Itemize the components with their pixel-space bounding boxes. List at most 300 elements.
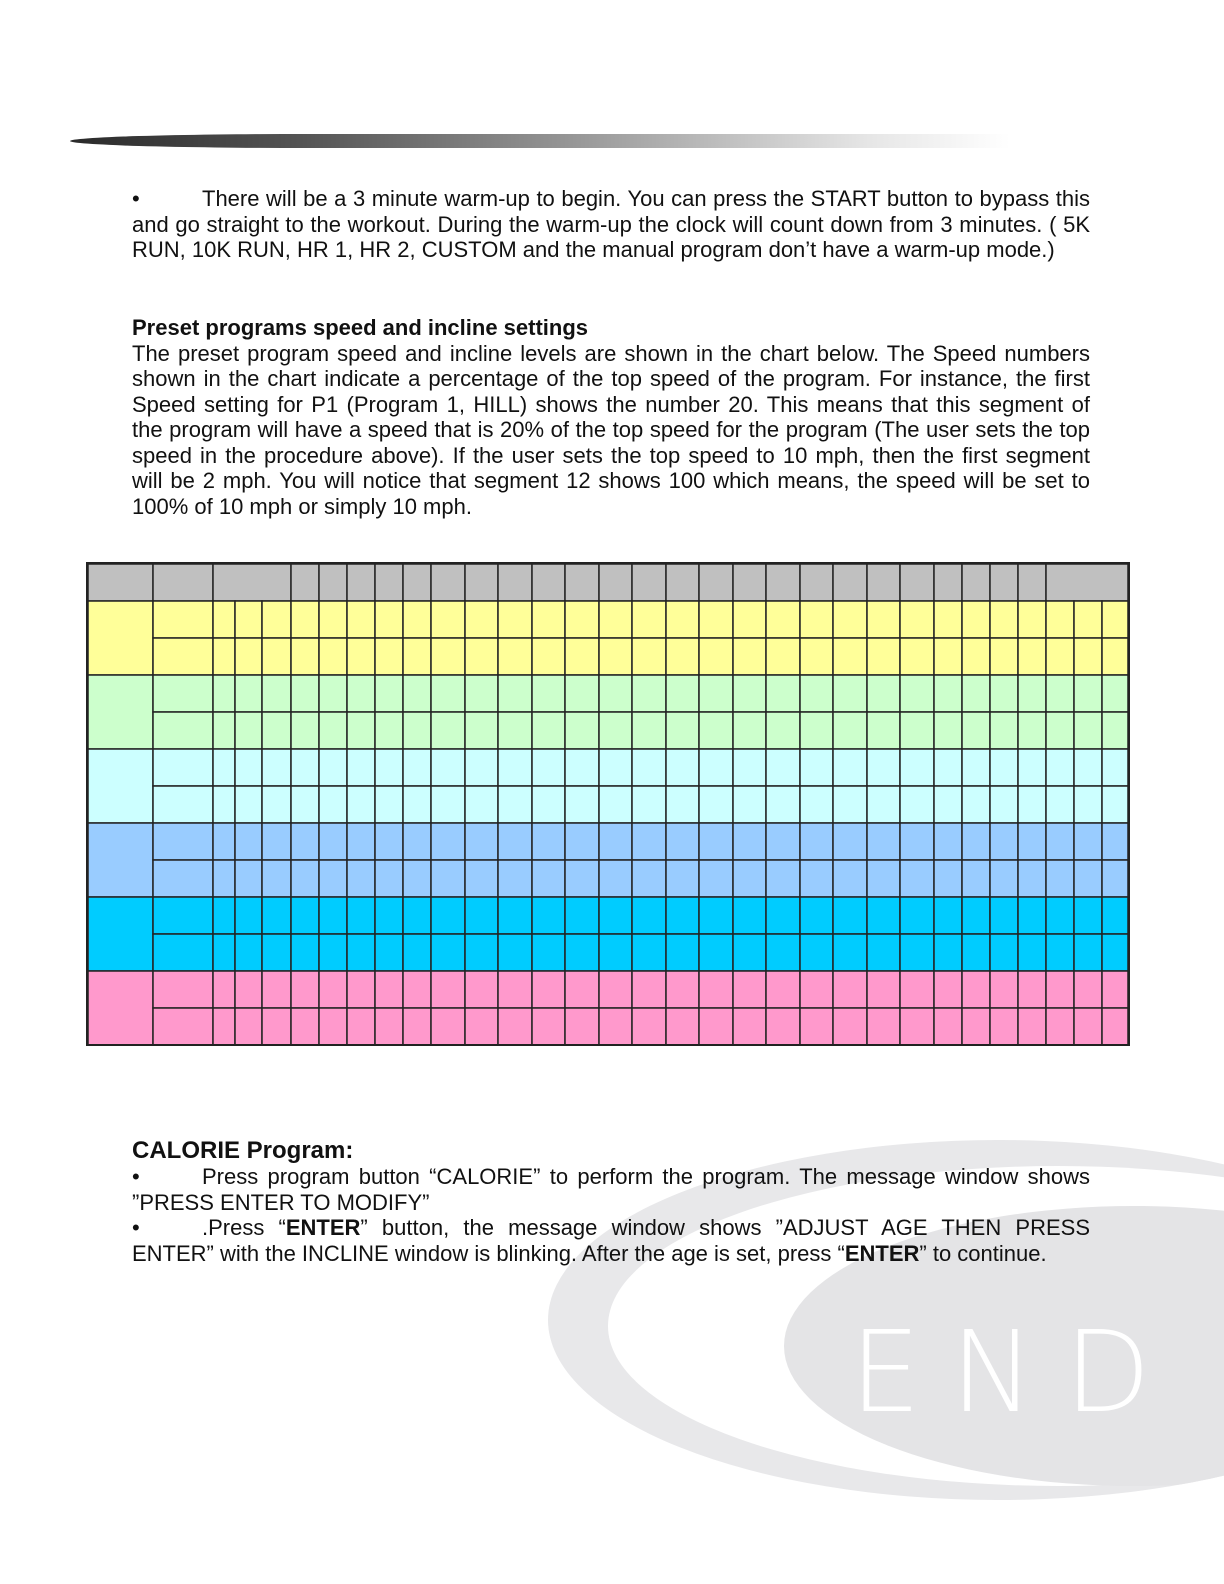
preset-section xyxy=(132,315,1090,519)
chart-cell xyxy=(1102,1008,1128,1044)
chart-grid xyxy=(88,564,1128,1044)
chart-cell xyxy=(766,971,800,1008)
chart-cell xyxy=(666,823,699,860)
chart-cell xyxy=(599,749,632,786)
chart-cell xyxy=(153,860,213,897)
chart-cell xyxy=(235,712,262,749)
chart-cell xyxy=(1018,934,1046,971)
chart-cell xyxy=(153,712,213,749)
chart-cell xyxy=(934,934,962,971)
chart-cell xyxy=(800,971,833,1008)
chart-cell xyxy=(599,601,632,638)
chart-cell xyxy=(1102,823,1128,860)
chart-cell xyxy=(800,638,833,675)
chart-cell xyxy=(153,786,213,823)
chart-cell xyxy=(934,601,962,638)
chart-header-cell xyxy=(153,564,213,601)
chart-cell xyxy=(1046,675,1074,712)
chart-cell xyxy=(431,971,465,1008)
chart-cell xyxy=(1102,860,1128,897)
chart-cell xyxy=(733,712,766,749)
chart-cell xyxy=(934,897,962,934)
chart-cell xyxy=(1018,786,1046,823)
chart-cell xyxy=(465,971,498,1008)
chart-cell xyxy=(1102,749,1128,786)
chart-cell xyxy=(934,786,962,823)
chart-cell xyxy=(666,638,699,675)
calorie-heading: CALORIE Program: xyxy=(132,1137,354,1164)
chart-cell xyxy=(532,1008,565,1044)
chart-cell xyxy=(498,786,532,823)
chart-cell xyxy=(403,823,431,860)
chart-cell xyxy=(666,1008,699,1044)
chart-cell xyxy=(1074,860,1102,897)
chart-cell xyxy=(375,675,403,712)
chart-header-cell xyxy=(934,564,962,601)
chart-header-cell xyxy=(347,564,375,601)
chart-header-cell xyxy=(900,564,934,601)
chart-cell xyxy=(632,823,666,860)
chart-cell xyxy=(319,786,347,823)
chart-cell xyxy=(431,1008,465,1044)
chart-cell xyxy=(1074,897,1102,934)
chart-cell xyxy=(733,823,766,860)
chart-cell xyxy=(666,934,699,971)
chart-cell xyxy=(833,860,867,897)
chart-cell xyxy=(833,638,867,675)
chart-cell xyxy=(1074,675,1102,712)
chart-cell xyxy=(347,971,375,1008)
calorie-step-1 xyxy=(132,1164,1090,1215)
chart-cell xyxy=(632,934,666,971)
chart-cell xyxy=(347,712,375,749)
chart-cell xyxy=(934,1008,962,1044)
enter-keyword: ENTER xyxy=(285,1215,361,1240)
chart-cell xyxy=(699,601,733,638)
chart-cell xyxy=(319,712,347,749)
chart-cell xyxy=(900,860,934,897)
chart-cell xyxy=(699,749,733,786)
chart-cell xyxy=(375,934,403,971)
chart-cell xyxy=(431,897,465,934)
chart-cell xyxy=(403,601,431,638)
chart-cell xyxy=(465,823,498,860)
chart-cell xyxy=(291,823,319,860)
chart-cell xyxy=(599,897,632,934)
chart-cell xyxy=(800,860,833,897)
chart-cell xyxy=(766,601,800,638)
chart-cell xyxy=(962,601,990,638)
chart-cell xyxy=(1046,1008,1074,1044)
chart-cell xyxy=(699,712,733,749)
chart-cell xyxy=(934,638,962,675)
chart-cell xyxy=(599,860,632,897)
chart-cell xyxy=(465,1008,498,1044)
chart-header-cell xyxy=(962,564,990,601)
chart-cell xyxy=(262,897,291,934)
chart-cell xyxy=(1074,971,1102,1008)
chart-cell xyxy=(1074,638,1102,675)
chart-cell xyxy=(962,1008,990,1044)
chart-cell xyxy=(833,1008,867,1044)
chart-cell xyxy=(833,601,867,638)
chart-cell xyxy=(800,749,833,786)
chart-cell xyxy=(465,712,498,749)
chart-cell xyxy=(900,786,934,823)
chart-cell xyxy=(347,823,375,860)
chart-cell xyxy=(990,601,1018,638)
chart-cell xyxy=(867,675,900,712)
chart-header-cell xyxy=(800,564,833,601)
chart-cell xyxy=(900,712,934,749)
chart-cell xyxy=(599,675,632,712)
chart-cell xyxy=(565,1008,599,1044)
bullet: • xyxy=(132,1215,140,1240)
chart-cell xyxy=(319,860,347,897)
chart-cell xyxy=(666,897,699,934)
chart-cell xyxy=(347,638,375,675)
chart-cell xyxy=(431,638,465,675)
chart-cell xyxy=(900,823,934,860)
chart-cell xyxy=(962,638,990,675)
calorie-step-2 xyxy=(132,1215,1090,1266)
chart-cell xyxy=(213,638,235,675)
chart-cell xyxy=(990,971,1018,1008)
chart-cell xyxy=(532,749,565,786)
chart-cell xyxy=(1102,712,1128,749)
chart-cell xyxy=(431,823,465,860)
calorie-step-2-text-e: ” to continue. xyxy=(919,1240,1047,1266)
chart-cell xyxy=(291,601,319,638)
chart-cell xyxy=(465,934,498,971)
chart-program-label-cell xyxy=(88,675,153,749)
chart-cell xyxy=(833,971,867,1008)
chart-cell xyxy=(213,934,235,971)
chart-cell xyxy=(833,823,867,860)
chart-cell xyxy=(666,749,699,786)
chart-cell xyxy=(962,749,990,786)
chart-cell xyxy=(375,860,403,897)
chart-cell xyxy=(990,675,1018,712)
chart-cell xyxy=(213,749,235,786)
chart-cell xyxy=(291,786,319,823)
chart-cell xyxy=(213,897,235,934)
chart-header-cell xyxy=(599,564,632,601)
chart-header-cell xyxy=(1046,564,1128,601)
chart-cell xyxy=(766,712,800,749)
header-rule xyxy=(70,134,1010,148)
chart-cell xyxy=(532,638,565,675)
chart-cell xyxy=(319,971,347,1008)
chart-cell xyxy=(990,897,1018,934)
chart-cell xyxy=(498,971,532,1008)
chart-cell xyxy=(213,823,235,860)
chart-cell xyxy=(766,786,800,823)
chart-header-cell xyxy=(565,564,599,601)
chart-cell xyxy=(1046,823,1074,860)
chart-header-cell xyxy=(632,564,666,601)
chart-cell xyxy=(934,971,962,1008)
chart-cell xyxy=(375,712,403,749)
chart-cell xyxy=(403,1008,431,1044)
chart-cell xyxy=(235,860,262,897)
chart-cell xyxy=(375,786,403,823)
chart-cell xyxy=(532,786,565,823)
chart-cell xyxy=(291,1008,319,1044)
chart-cell xyxy=(666,971,699,1008)
chart-cell xyxy=(565,749,599,786)
chart-cell xyxy=(900,638,934,675)
chart-cell xyxy=(1074,823,1102,860)
chart-cell xyxy=(867,934,900,971)
chart-cell xyxy=(532,712,565,749)
chart-cell xyxy=(1018,675,1046,712)
chart-cell xyxy=(699,971,733,1008)
chart-cell xyxy=(498,638,532,675)
chart-header-cell xyxy=(1018,564,1046,601)
chart-cell xyxy=(403,749,431,786)
chart-cell xyxy=(666,786,699,823)
chart-cell xyxy=(347,786,375,823)
chart-cell xyxy=(632,786,666,823)
chart-header-cell xyxy=(666,564,699,601)
chart-header-cell xyxy=(88,564,153,601)
chart-cell xyxy=(291,860,319,897)
chart-cell xyxy=(867,1008,900,1044)
chart-cell xyxy=(465,638,498,675)
chart-cell xyxy=(1046,712,1074,749)
chart-cell xyxy=(532,823,565,860)
bullet: • xyxy=(132,186,140,211)
chart-cell xyxy=(699,823,733,860)
chart-cell xyxy=(934,749,962,786)
chart-cell xyxy=(867,638,900,675)
chart-cell xyxy=(375,1008,403,1044)
chart-cell xyxy=(235,897,262,934)
chart-cell xyxy=(1018,860,1046,897)
chart-cell xyxy=(431,712,465,749)
chart-cell xyxy=(962,897,990,934)
chart-cell xyxy=(1018,1008,1046,1044)
chart-cell xyxy=(699,638,733,675)
chart-cell xyxy=(934,860,962,897)
chart-cell xyxy=(465,601,498,638)
chart-cell xyxy=(431,860,465,897)
chart-cell xyxy=(1046,860,1074,897)
chart-cell xyxy=(733,971,766,1008)
chart-cell xyxy=(532,601,565,638)
chart-cell xyxy=(766,749,800,786)
chart-cell xyxy=(153,1008,213,1044)
chart-cell xyxy=(262,934,291,971)
chart-cell xyxy=(900,601,934,638)
chart-cell xyxy=(213,860,235,897)
chart-cell xyxy=(262,1008,291,1044)
chart-program-label-cell xyxy=(88,897,153,971)
calorie-step-2-text-a: .Press “ xyxy=(202,1215,286,1240)
chart-cell xyxy=(465,860,498,897)
chart-cell xyxy=(262,971,291,1008)
chart-cell xyxy=(375,638,403,675)
chart-program-label-cell xyxy=(88,601,153,675)
chart-cell xyxy=(1102,934,1128,971)
chart-cell xyxy=(733,860,766,897)
chart-cell xyxy=(1074,934,1102,971)
chart-cell xyxy=(1046,897,1074,934)
chart-cell xyxy=(800,934,833,971)
chart-cell xyxy=(213,971,235,1008)
chart-header-cell xyxy=(291,564,319,601)
chart-cell xyxy=(375,823,403,860)
chart-cell xyxy=(632,860,666,897)
chart-cell xyxy=(833,749,867,786)
chart-cell xyxy=(632,897,666,934)
chart-cell xyxy=(403,897,431,934)
chart-cell xyxy=(867,786,900,823)
chart-cell xyxy=(565,934,599,971)
chart-cell xyxy=(291,712,319,749)
chart-cell xyxy=(900,934,934,971)
calorie-step-2-text-c: ” button, the message window shows ”ADJUST AGE THEN PRESS ENTER” with the INCLINE window is blinking. After the age is set, press “ xyxy=(132,1215,1090,1266)
chart-cell xyxy=(666,675,699,712)
chart-cell xyxy=(766,1008,800,1044)
chart-cell xyxy=(900,971,934,1008)
chart-cell xyxy=(565,712,599,749)
chart-cell xyxy=(990,749,1018,786)
chart-cell xyxy=(867,823,900,860)
chart-cell xyxy=(990,860,1018,897)
chart-cell xyxy=(1074,601,1102,638)
chart-cell xyxy=(1102,638,1128,675)
chart-cell xyxy=(403,860,431,897)
chart-cell xyxy=(213,786,235,823)
chart-cell xyxy=(565,971,599,1008)
chart-cell xyxy=(403,934,431,971)
chart-cell xyxy=(403,971,431,1008)
chart-cell xyxy=(1102,971,1128,1008)
chart-cell xyxy=(498,823,532,860)
chart-cell xyxy=(666,860,699,897)
chart-cell xyxy=(1018,712,1046,749)
chart-cell xyxy=(291,897,319,934)
chart-cell xyxy=(235,1008,262,1044)
chart-cell xyxy=(800,897,833,934)
chart-cell xyxy=(532,675,565,712)
warmup-paragraph xyxy=(132,186,1090,263)
chart-cell xyxy=(632,971,666,1008)
chart-header-cell xyxy=(699,564,733,601)
chart-cell xyxy=(666,712,699,749)
chart-cell xyxy=(962,823,990,860)
chart-cell xyxy=(1102,786,1128,823)
chart-cell xyxy=(465,749,498,786)
chart-program-label-cell xyxy=(88,823,153,897)
chart-cell xyxy=(766,897,800,934)
chart-cell xyxy=(262,601,291,638)
chart-cell xyxy=(632,638,666,675)
chart-cell xyxy=(235,675,262,712)
chart-cell xyxy=(498,897,532,934)
chart-cell xyxy=(235,638,262,675)
chart-cell xyxy=(867,897,900,934)
chart-cell xyxy=(1018,638,1046,675)
chart-cell xyxy=(532,860,565,897)
chart-cell xyxy=(498,1008,532,1044)
chart-cell xyxy=(235,971,262,1008)
chart-cell xyxy=(347,897,375,934)
chart-cell xyxy=(934,823,962,860)
chart-cell xyxy=(498,749,532,786)
chart-cell xyxy=(599,712,632,749)
chart-cell xyxy=(403,786,431,823)
chart-cell xyxy=(498,934,532,971)
chart-cell xyxy=(733,1008,766,1044)
chart-cell xyxy=(699,675,733,712)
chart-cell xyxy=(990,1008,1018,1044)
chart-cell xyxy=(800,786,833,823)
chart-cell xyxy=(599,934,632,971)
chart-cell xyxy=(213,1008,235,1044)
chart-cell xyxy=(565,638,599,675)
chart-cell xyxy=(867,601,900,638)
chart-cell xyxy=(1074,749,1102,786)
chart-cell xyxy=(900,897,934,934)
chart-cell xyxy=(153,638,213,675)
chart-cell xyxy=(599,1008,632,1044)
chart-cell xyxy=(565,823,599,860)
chart-cell xyxy=(1046,601,1074,638)
chart-program-label-cell xyxy=(88,749,153,823)
chart-cell xyxy=(1074,1008,1102,1044)
chart-cell xyxy=(375,897,403,934)
chart-cell xyxy=(565,675,599,712)
chart-cell xyxy=(347,860,375,897)
chart-cell xyxy=(632,712,666,749)
chart-cell xyxy=(962,675,990,712)
chart-cell xyxy=(1046,749,1074,786)
chart-cell xyxy=(498,601,532,638)
chart-cell xyxy=(262,712,291,749)
chart-cell xyxy=(153,749,213,786)
chart-cell xyxy=(153,823,213,860)
chart-cell xyxy=(1018,971,1046,1008)
chart-cell xyxy=(262,786,291,823)
chart-cell xyxy=(213,712,235,749)
enter-keyword: ENTER xyxy=(844,1240,920,1266)
chart-cell xyxy=(699,934,733,971)
chart-cell xyxy=(833,675,867,712)
chart-header-cell xyxy=(498,564,532,601)
chart-cell xyxy=(990,934,1018,971)
chart-cell xyxy=(833,897,867,934)
chart-cell xyxy=(1102,601,1128,638)
chart-cell xyxy=(213,675,235,712)
chart-cell xyxy=(962,860,990,897)
chart-cell xyxy=(498,860,532,897)
chart-cell xyxy=(733,601,766,638)
chart-cell xyxy=(766,675,800,712)
chart-cell xyxy=(403,638,431,675)
chart-header-cell xyxy=(465,564,498,601)
chart-cell xyxy=(800,675,833,712)
chart-cell xyxy=(962,786,990,823)
chart-cell xyxy=(900,675,934,712)
chart-header-cell xyxy=(766,564,800,601)
chart-cell xyxy=(962,712,990,749)
chart-cell xyxy=(319,675,347,712)
chart-header-cell xyxy=(990,564,1018,601)
chart-cell xyxy=(833,934,867,971)
